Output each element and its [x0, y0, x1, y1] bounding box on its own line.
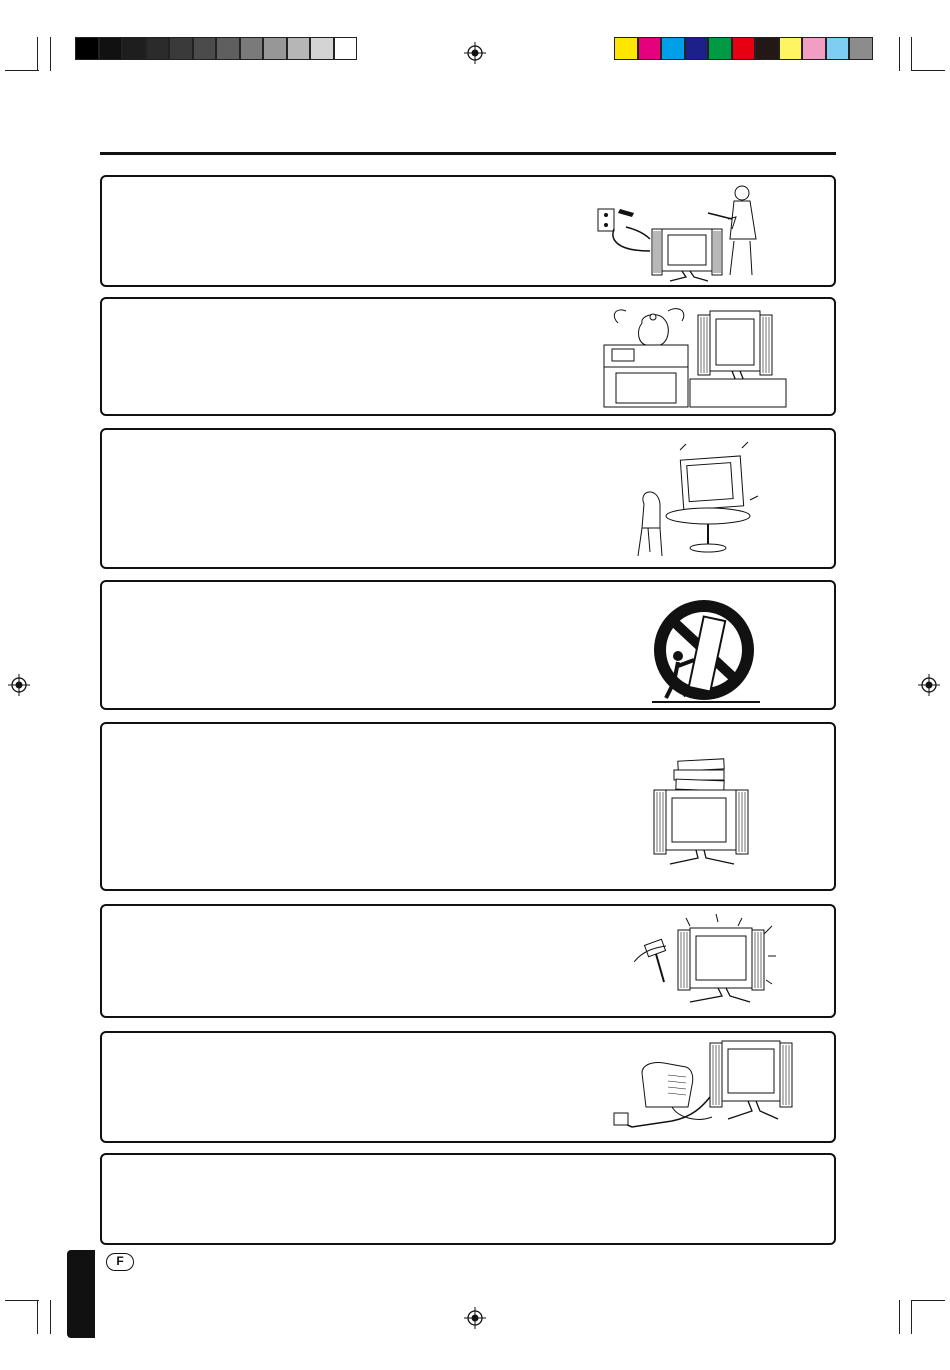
panel-no-impact [100, 904, 836, 1018]
gray-swatch [334, 37, 358, 60]
registration-mark-left-icon [8, 674, 30, 696]
panel-cleaning [100, 175, 836, 287]
gray-swatch [310, 37, 334, 60]
gray-swatch [193, 37, 217, 60]
crop-mark-top-right-v [911, 37, 912, 71]
registration-mark-top-icon [464, 42, 486, 64]
gray-swatch [287, 37, 311, 60]
crop-mark-bottom-right-h [911, 1300, 945, 1301]
header-rule [100, 152, 836, 155]
tv-on-wobbly-table-icon [630, 440, 770, 558]
color-swatch [849, 37, 873, 60]
color-swatch [708, 37, 732, 60]
crop-mark-bottom-left-v2 [50, 1300, 51, 1334]
gray-swatch [122, 37, 146, 60]
crop-mark-top-left-v2 [50, 37, 51, 71]
gray-swatch [216, 37, 240, 60]
color-swatch [614, 37, 638, 60]
panel-power-cord [100, 1031, 836, 1143]
color-swatch [802, 37, 826, 60]
gray-swatch [146, 37, 170, 60]
hammer-hitting-tv-icon [626, 912, 786, 1012]
crop-mark-top-right-h [911, 70, 945, 71]
color-swatch [638, 37, 662, 60]
panel-cart-warning [100, 580, 836, 710]
panel-empty [100, 1153, 836, 1245]
unplug-and-clean-icon [590, 179, 770, 285]
color-swatch [755, 37, 779, 60]
crop-mark-bottom-right-v2 [899, 1300, 900, 1334]
gray-swatch [240, 37, 264, 60]
color-swatch [779, 37, 803, 60]
crop-mark-bottom-right-v [911, 1300, 912, 1334]
crop-mark-top-left-v [37, 37, 38, 71]
panel-steam-heat [100, 297, 836, 416]
panel-unstable-surface [100, 428, 836, 569]
crop-mark-bottom-left-h [5, 1300, 39, 1301]
color-swatch [826, 37, 850, 60]
gray-swatch [75, 37, 99, 60]
heater-near-cord-icon [612, 1037, 798, 1141]
gray-swatch [263, 37, 287, 60]
language-badge: F [106, 1253, 134, 1271]
cart-tip-over-warning-icon [644, 598, 766, 706]
registration-mark-right-icon [918, 674, 940, 696]
language-tab [67, 1250, 95, 1338]
color-swatch [685, 37, 709, 60]
crop-mark-bottom-left-v [37, 1300, 38, 1334]
gray-swatch [169, 37, 193, 60]
registration-mark-bottom-icon [464, 1307, 486, 1329]
kettle-steam-near-tv-icon [598, 301, 788, 413]
crop-mark-top-right-v2 [899, 37, 900, 71]
panel-no-objects-on-top [100, 722, 836, 891]
crop-mark-top-left-h [5, 70, 39, 71]
color-swatch [661, 37, 685, 60]
color-swatch [732, 37, 756, 60]
books-on-tv-icon [650, 750, 750, 870]
gray-swatch [99, 37, 123, 60]
